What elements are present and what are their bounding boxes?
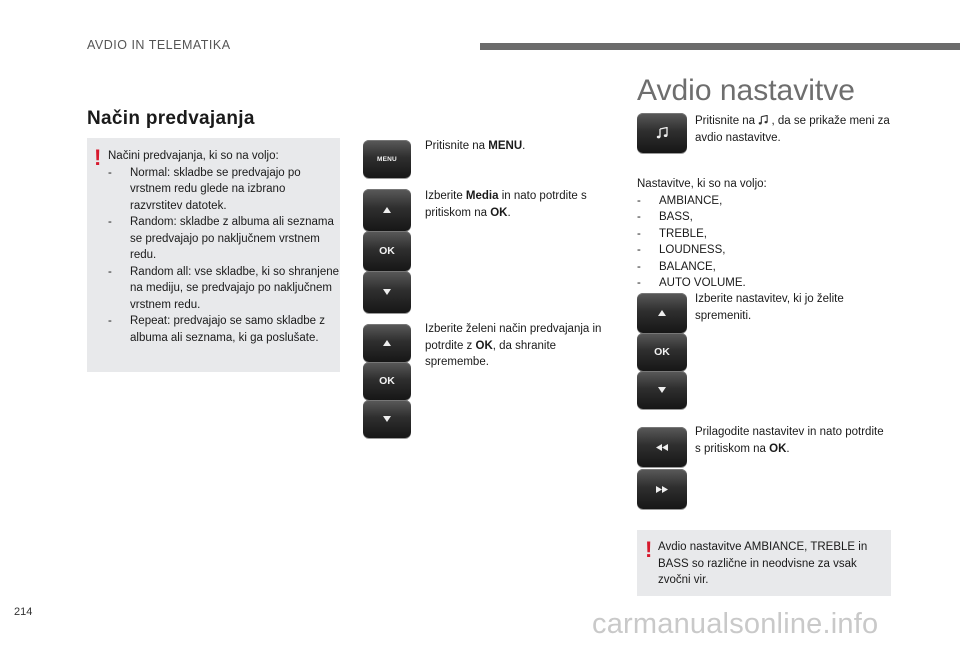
settings-list (637, 193, 887, 292)
exclamation-icon: ! (94, 145, 102, 170)
triangle-up-icon (658, 310, 666, 316)
music-note-icon (656, 127, 668, 139)
list-item: - Repeat: predvajajo se samo skladbe z albuma ali seznama, ki ga poslušate. (108, 313, 340, 346)
menu-button[interactable] (363, 140, 411, 178)
triangle-down-icon (383, 289, 391, 295)
step-adjust-setting-text: Prilagodite nastavitev in nato potrdite s pritiskom na OK. (695, 426, 884, 455)
list-item: - AUTO VOLUME. (637, 275, 887, 292)
triangle-down-icon (658, 387, 666, 393)
audio-settings-note-text: Avdio nastavitve AMBIANCE, TREBLE in BASS so različne in neodvisne za vsak zvočni vir. (658, 541, 868, 586)
up-button[interactable] (637, 293, 687, 333)
ok-button[interactable] (637, 333, 687, 371)
settings-intro: Nastavitve, ki so na voljo: (637, 178, 767, 190)
exclamation-icon: ! (645, 537, 653, 562)
list-item: - Random all: vse skladbe, ki so shranjene na mediju, se predvajajo po naključnem vrstnem redu. (108, 264, 340, 314)
header-section-title: AVDIO IN TELEMATIKA (87, 38, 231, 52)
watermark: carmanualsonline.info (592, 608, 879, 640)
list-item: - BALANCE, (637, 259, 887, 276)
list-item: - AMBIANCE, (637, 193, 887, 210)
list-item: - TREBLE, (637, 226, 887, 243)
step-menu-text: Pritisnite na MENU. (425, 140, 526, 152)
rewind-button[interactable] (637, 427, 687, 467)
header-bar (480, 43, 960, 50)
ok-button-label: OK (379, 375, 395, 387)
audio-settings-title: Avdio nastavitve (637, 74, 855, 107)
triangle-up-icon (383, 207, 391, 213)
playback-modes-note (87, 138, 340, 372)
step-media-text: Izberite Media in nato potrdite s pritiskom na OK. (425, 190, 587, 219)
up-button[interactable] (363, 324, 411, 362)
up-button[interactable] (363, 189, 411, 231)
ok-button-label: OK (654, 346, 670, 358)
menu-button-label: MENU (377, 155, 397, 163)
ok-button[interactable] (363, 362, 411, 400)
triangle-up-icon (383, 340, 391, 346)
list-item: - LOUDNESS, (637, 242, 887, 259)
down-button[interactable] (637, 371, 687, 409)
down-button[interactable] (363, 271, 411, 313)
ok-button[interactable] (363, 231, 411, 271)
ok-button-label: OK (379, 245, 395, 257)
list-item: - BASS, (637, 209, 887, 226)
music-button[interactable] (637, 113, 687, 153)
list-item: - Random: skladbe z albuma ali seznama se predvajajo po naključnem vrstnem redu. (108, 214, 340, 264)
step-select-setting-text: Izberite nastavitev, ki jo želite spremeniti. (695, 293, 844, 322)
playback-mode-title: Način predvajanja (87, 108, 255, 129)
step-audio-menu-text: Pritisnite na , da se prikaže meni za avdio nastavitve. (695, 115, 890, 144)
playback-modes-list (108, 165, 340, 347)
fast-forward-button[interactable] (637, 469, 687, 509)
list-item: - Normal: skladbe se predvajajo po vrstnem redu glede na izbrano razvrstitev datotek. (108, 165, 340, 215)
rewind-icon (656, 444, 668, 451)
page-number: 214 (14, 606, 33, 618)
audio-settings-note (637, 530, 891, 596)
music-note-icon (758, 115, 768, 125)
triangle-down-icon (383, 416, 391, 422)
fast-forward-icon (656, 486, 668, 493)
down-button[interactable] (363, 400, 411, 438)
note-intro: Načini predvajanja, ki so na voljo: (108, 150, 279, 162)
step-select-mode-text: Izberite želeni način predvajanja in potrdite z OK, da shranite spremembe. (425, 323, 602, 368)
